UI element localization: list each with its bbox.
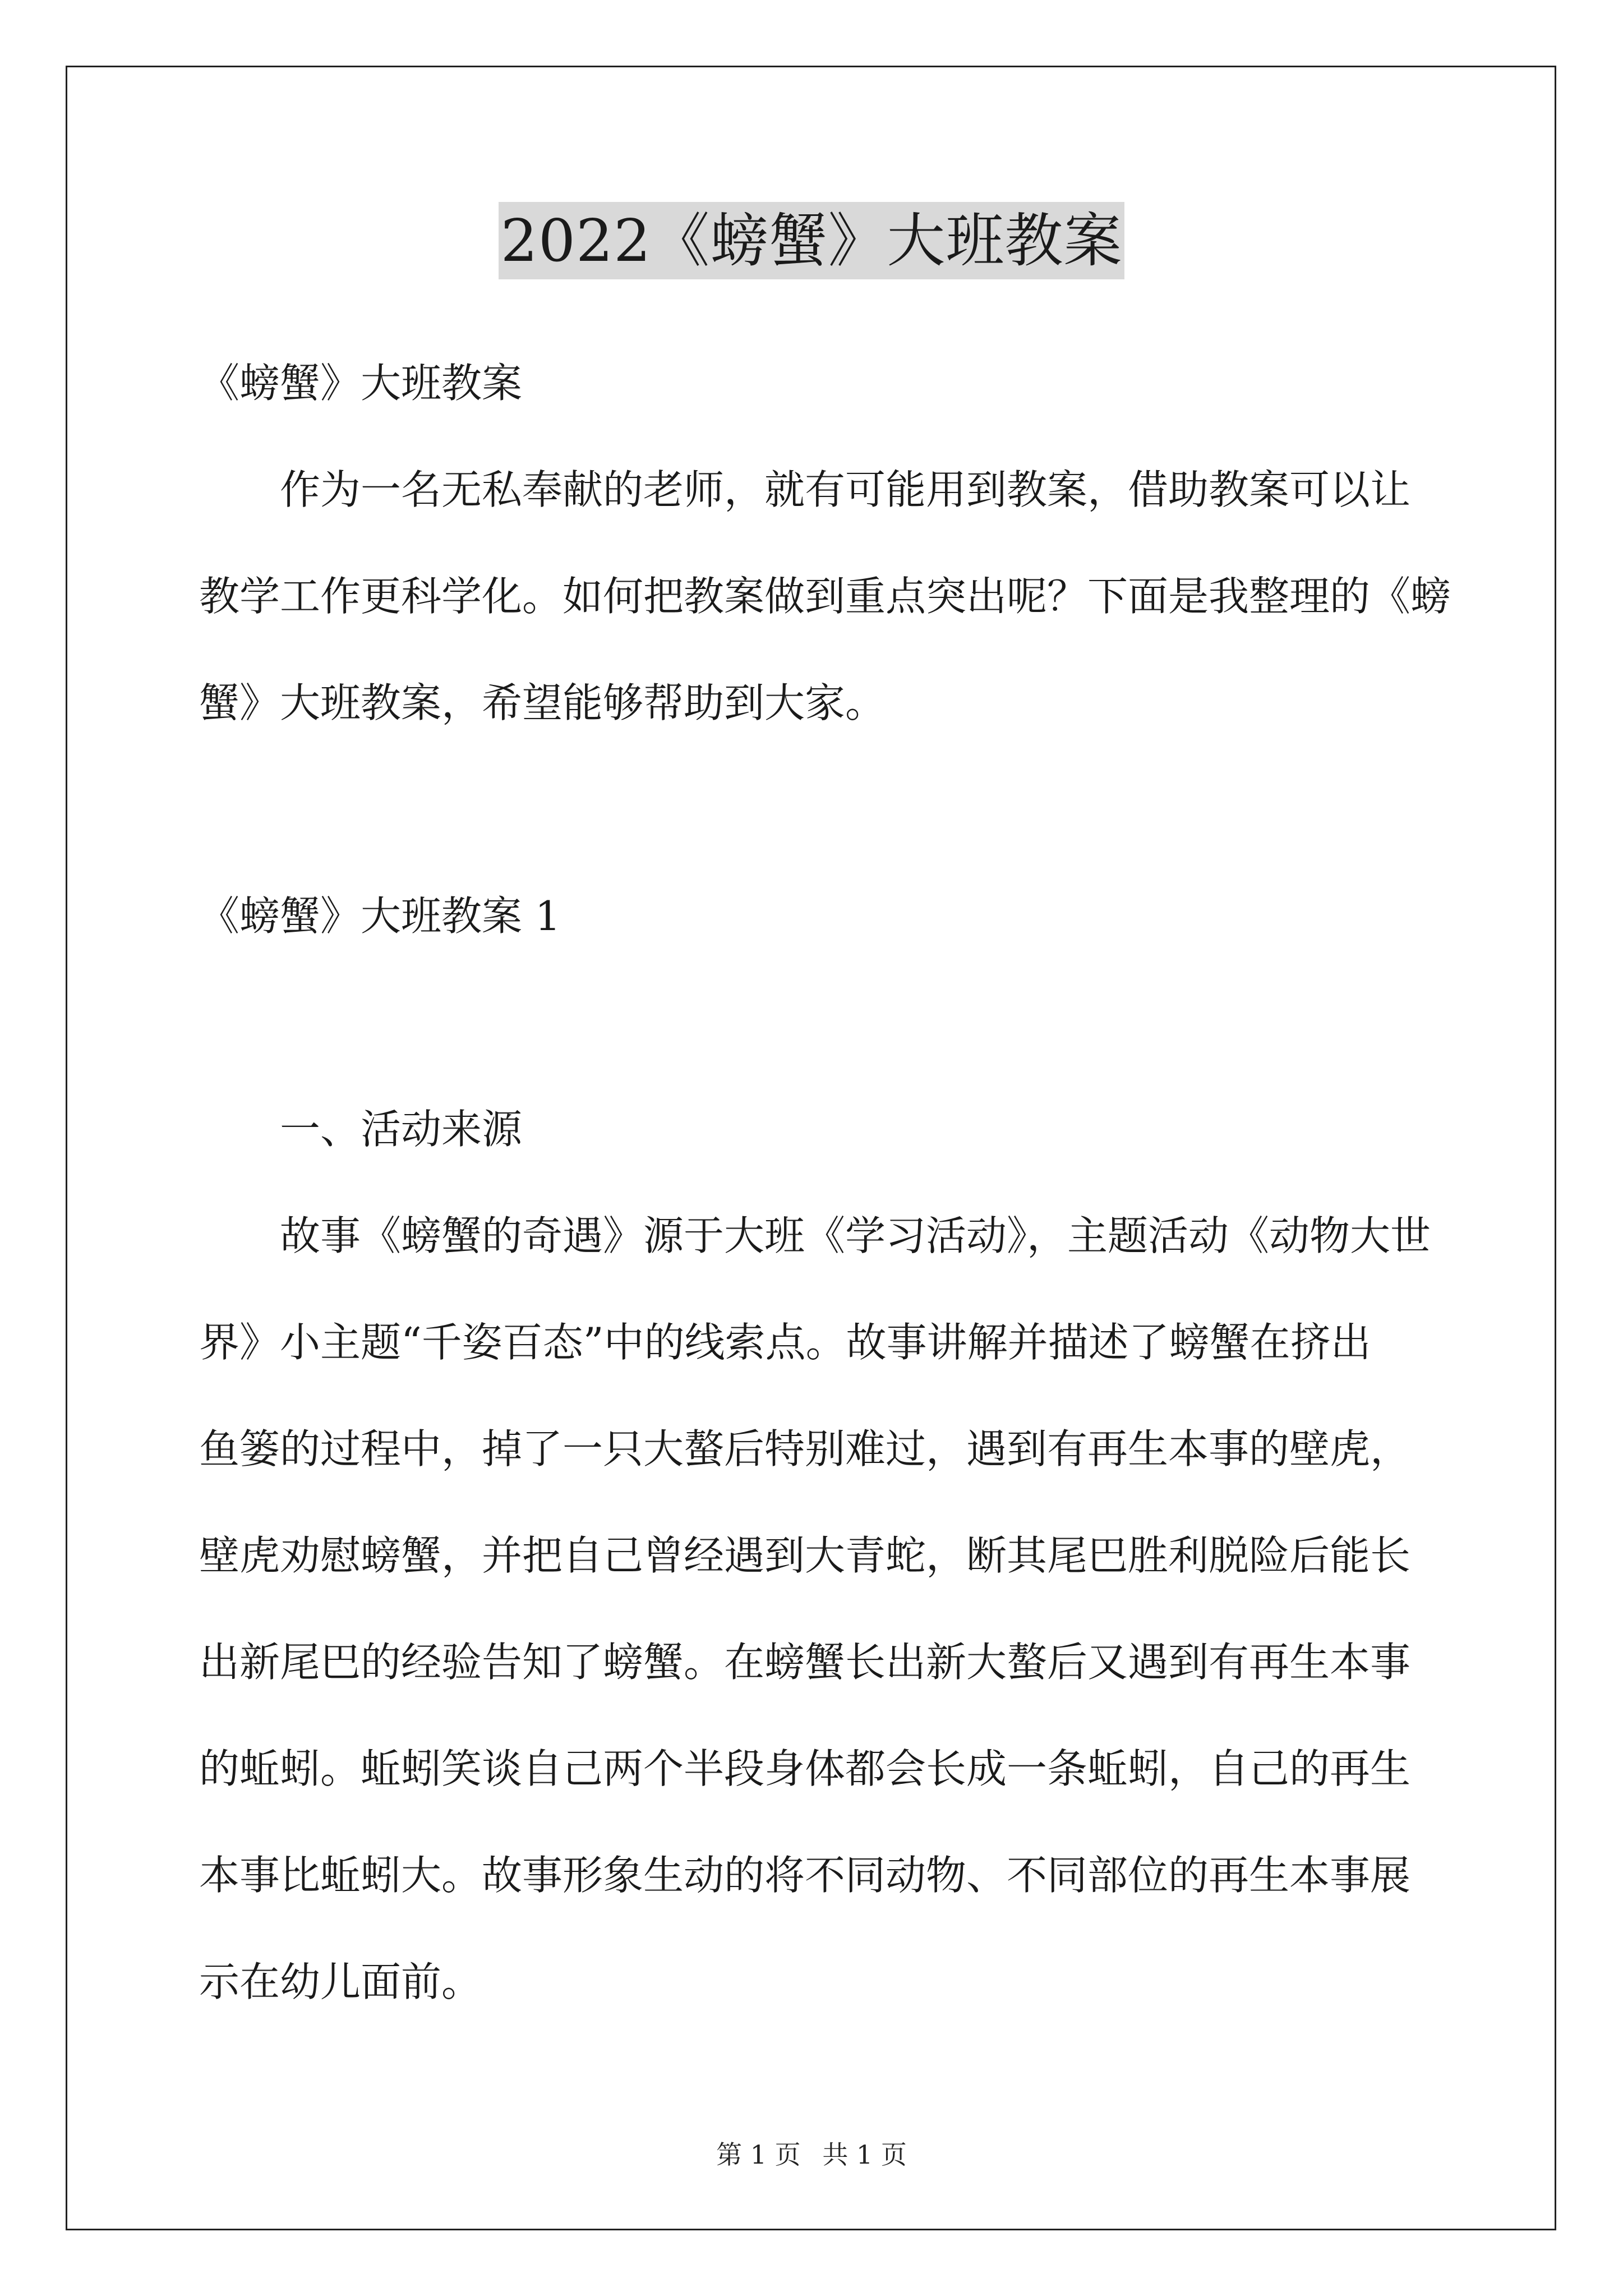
title-container [0, 202, 1623, 279]
body-line: 鱼篓的过程中，掉了一只大螯后特别难过，遇到有再生本事的壁虎， [199, 1425, 1411, 1473]
intro-line: 作为一名无私奉献的老师，就有可能用到教案，借助教案可以让 [199, 466, 1411, 513]
part-heading: 一、活动来源 [199, 1106, 523, 1153]
body-line: 故事《螃蟹的奇遇》源于大班《学习活动》，主题活动《动物大世 [199, 1212, 1431, 1259]
section-heading: 《螃蟹》大班教案 1 [199, 892, 561, 940]
document-subtitle: 《螃蟹》大班教案 [199, 360, 523, 407]
body-line: 界》小主题“千姿百态”中的线索点。故事讲解并描述了螃蟹在挤出 [199, 1319, 1371, 1366]
body-line: 出新尾巴的经验告知了螃蟹。在螃蟹长出新大螯后又遇到有再生本事 [199, 1639, 1411, 1686]
body-line: 的蚯蚓。蚯蚓笑谈自己两个半段身体都会长成一条蚯蚓，自己的再生 [199, 1745, 1411, 1792]
body-line: 壁虎劝慰螃蟹，并把自己曾经遇到大青蛇，断其尾巴胜利脱险后能长 [199, 1532, 1411, 1579]
page-footer [0, 2134, 1623, 2171]
intro-line: 蟹》大班教案，希望能够帮助到大家。 [199, 679, 886, 726]
page-number-current: 第 1 页 [716, 2139, 801, 2170]
intro-line: 教学工作更科学化。如何把教案做到重点突出呢？下面是我整理的《螃 [199, 573, 1451, 620]
page-number-total: 共 1 页 [822, 2139, 907, 2170]
document-title: 2022《螃蟹》大班教案 [499, 202, 1125, 279]
body-line: 本事比蚯蚓大。故事形象生动的将不同动物、不同部位的再生本事展 [199, 1852, 1411, 1899]
body-line: 示在幼儿面前。 [199, 1958, 482, 2005]
